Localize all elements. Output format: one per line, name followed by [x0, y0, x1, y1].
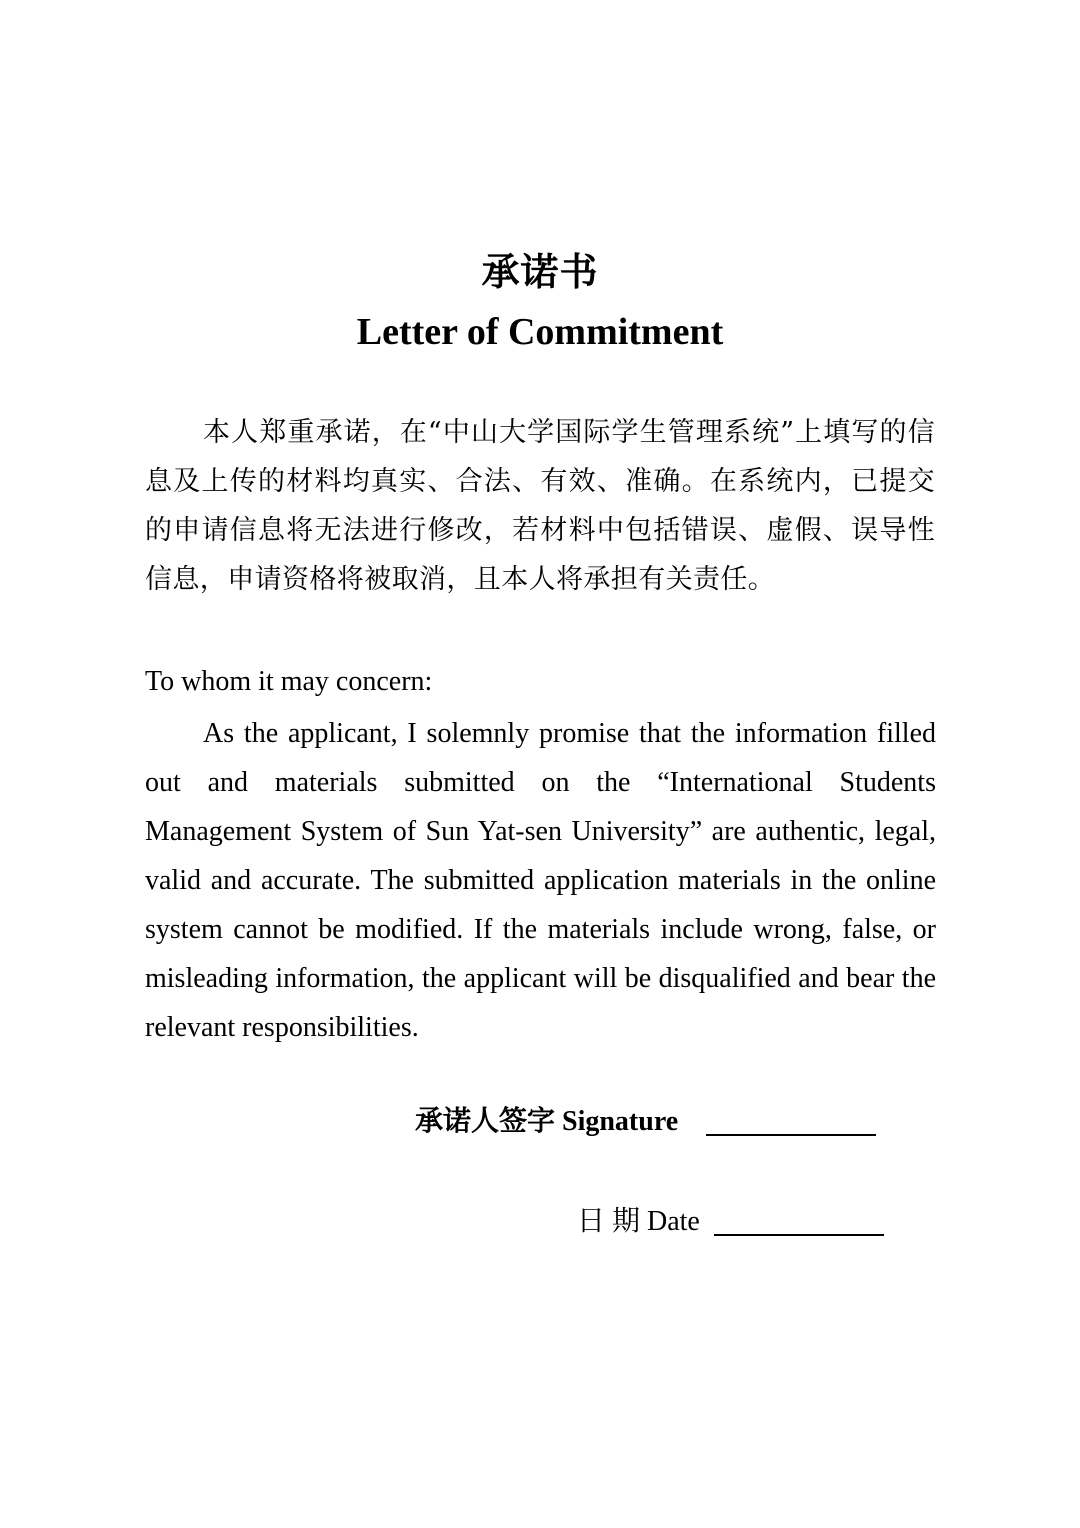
greeting-english: To whom it may concern: — [145, 666, 433, 697]
signature-line[interactable] — [706, 1134, 876, 1136]
signature-label: 承诺人签字 Signature — [415, 1106, 679, 1137]
date-line[interactable] — [714, 1234, 884, 1236]
commitment-paragraph-english: As the applicant, I solemnly promise that the information filled out and materials submitted on the “International Students Management System of Sun Yat-sen University” are authentic, legal, valid and accurate. The submitted application materials in the online system cannot be modified. If the materials include wrong, false, or misleading information, the applicant will be disqualified and bear the relevant responsibilities. — [145, 718, 936, 1043]
signature-row — [415, 1096, 876, 1144]
title-chinese: 承诺书 — [481, 249, 599, 294]
date-row — [577, 1196, 884, 1244]
title-english: Letter of Commitment — [356, 311, 724, 353]
commitment-paragraph-chinese: 本人郑重承诺，在“中山大学国际学生管理系统”上填写的信息及上传的材料均真实、合法、有效、准确。在系统内，已提交的申请信息将无法进行修改，若材料中包括错误、虚假、误导性信息，申请资格将被取消，且本人将承担有关责任。 — [145, 417, 935, 595]
date-label: 日 期 Date — [577, 1206, 700, 1237]
